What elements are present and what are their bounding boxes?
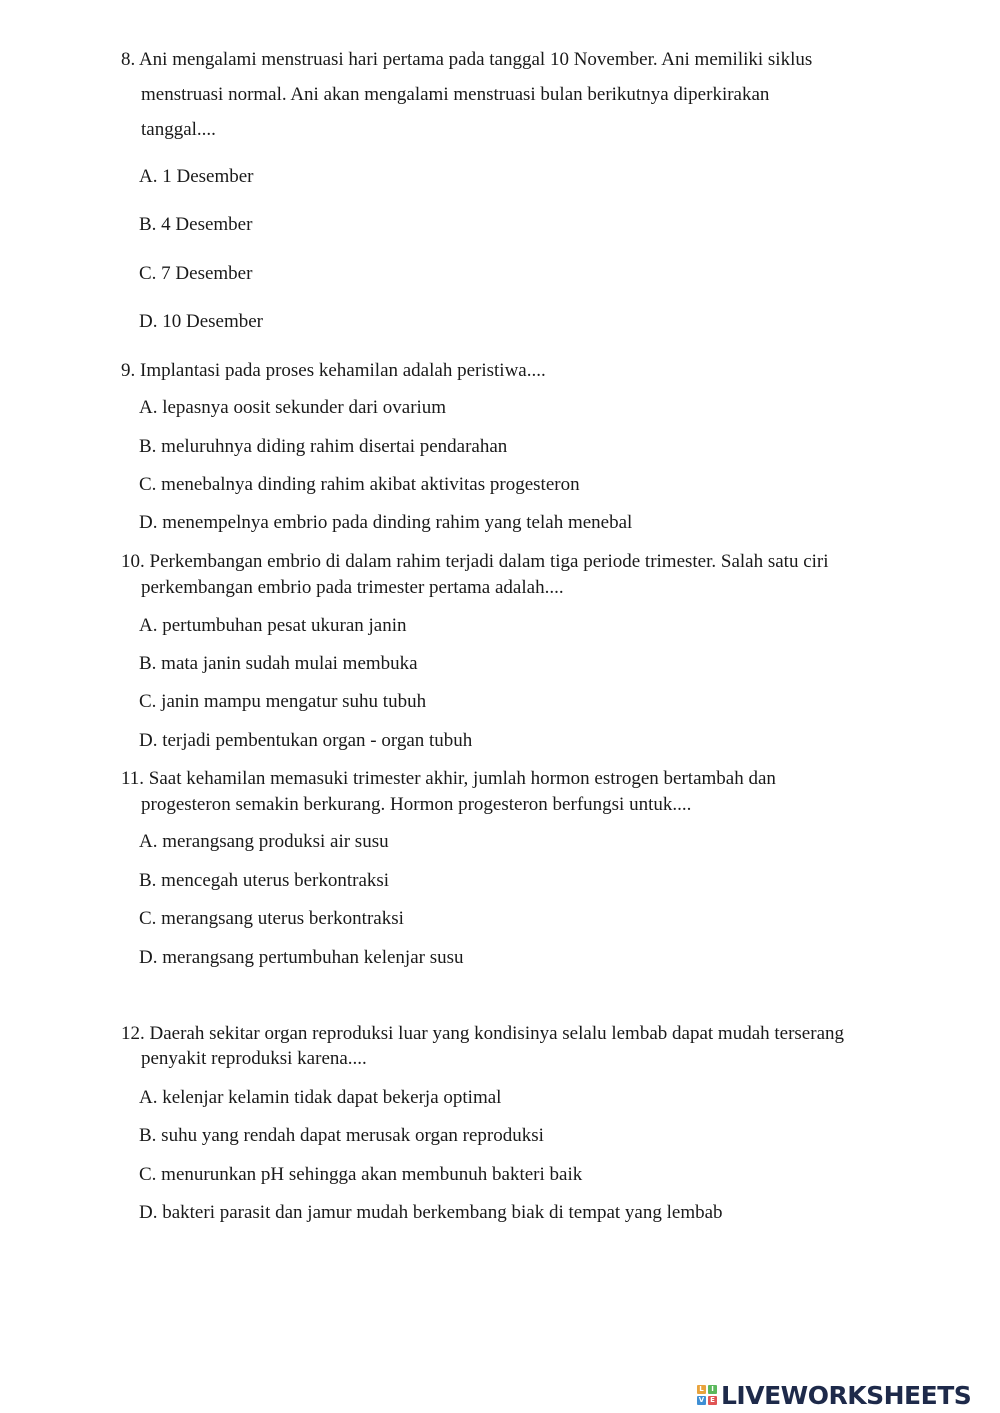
question-11-text-line-1: 11. Saat kehamilan memasuki trimester akhir, jumlah hormon estrogen bertambah dan <box>121 768 776 789</box>
liveworksheets-logo <box>697 1380 971 1410</box>
question-12-option-b[interactable]: B. suhu yang rendah dapat merusak organ reproduksi <box>139 1125 544 1146</box>
question-8-text-line-2: menstruasi normal. Ani akan mengalami menstruasi bulan berikutnya diperkirakan <box>141 84 770 105</box>
question-8-option-b[interactable]: B. 4 Desember <box>139 214 253 235</box>
logo-icon-tile-e: E <box>708 1396 717 1405</box>
question-8-option-c[interactable]: C. 7 Desember <box>139 263 253 284</box>
question-11-option-d[interactable]: D. merangsang pertumbuhan kelenjar susu <box>139 947 464 968</box>
logo-icon-tile-v: V <box>698 1396 705 1404</box>
question-10-text-line-2: perkembangan embrio pada trimester pertama adalah.... <box>141 577 564 598</box>
question-12-option-a[interactable]: A. kelenjar kelamin tidak dapat bekerja optimal <box>139 1087 502 1108</box>
question-10-option-d[interactable]: D. terjadi pembentukan organ - organ tubuh <box>139 730 473 751</box>
question-12-text-line-2: penyakit reproduksi karena.... <box>141 1048 367 1069</box>
question-10-option-a[interactable]: A. pertumbuhan pesat ukuran janin <box>139 615 407 636</box>
liveworksheets-logo-text: LIVEWORKSHEETS <box>721 1380 972 1410</box>
question-11-text-line-2: progesteron semakin berkurang. Hormon progesteron berfungsi untuk.... <box>141 794 692 815</box>
question-8-text-line-1: 8. Ani mengalami menstruasi hari pertama pada tanggal 10 November. Ani memiliki siklus <box>121 49 813 70</box>
question-9-option-a[interactable]: A. lepasnya oosit sekunder dari ovarium <box>139 397 447 418</box>
logo-icon-tile-l: L <box>697 1385 706 1394</box>
question-11-option-c[interactable]: C. merangsang uterus berkontraksi <box>139 908 404 929</box>
question-12-option-c[interactable]: C. menurunkan pH sehingga akan membunuh bakteri baik <box>139 1164 583 1185</box>
question-9-text-line-1: 9. Implantasi pada proses kehamilan adalah peristiwa.... <box>121 360 546 381</box>
question-9-option-b[interactable]: B. meluruhnya diding rahim disertai pendarahan <box>139 436 508 457</box>
question-11-option-b[interactable]: B. mencegah uterus berkontraksi <box>139 870 390 891</box>
question-8-option-a[interactable]: A. 1 Desember <box>139 166 254 187</box>
question-12-text-line-1: 12. Daerah sekitar organ reproduksi luar yang kondisinya selalu lembab dapat mudah terserang <box>121 1023 845 1044</box>
question-12-option-d[interactable]: D. bakteri parasit dan jamur mudah berkembang biak di tempat yang lembab <box>139 1202 723 1223</box>
question-9-option-c[interactable]: C. menebalnya dinding rahim akibat aktivitas progesteron <box>139 474 580 495</box>
question-10-option-b[interactable]: B. mata janin sudah mulai membuka <box>139 653 418 674</box>
question-10-text-line-1: 10. Perkembangan embrio di dalam rahim terjadi dalam tiga periode trimester. Salah satu ciri <box>121 551 829 572</box>
logo-icon-tile-i: I <box>708 1385 717 1394</box>
question-9-option-d[interactable]: D. menempelnya embrio pada dinding rahim yang telah menebal <box>139 512 633 533</box>
question-11-option-a[interactable]: A. merangsang produksi air susu <box>139 831 389 852</box>
question-10-option-c[interactable]: C. janin mampu mengatur suhu tubuh <box>139 691 427 712</box>
liveworksheets-logo-icon <box>697 1385 717 1405</box>
question-8-text-line-3: tanggal.... <box>141 119 216 140</box>
question-8-option-d[interactable]: D. 10 Desember <box>139 311 263 332</box>
